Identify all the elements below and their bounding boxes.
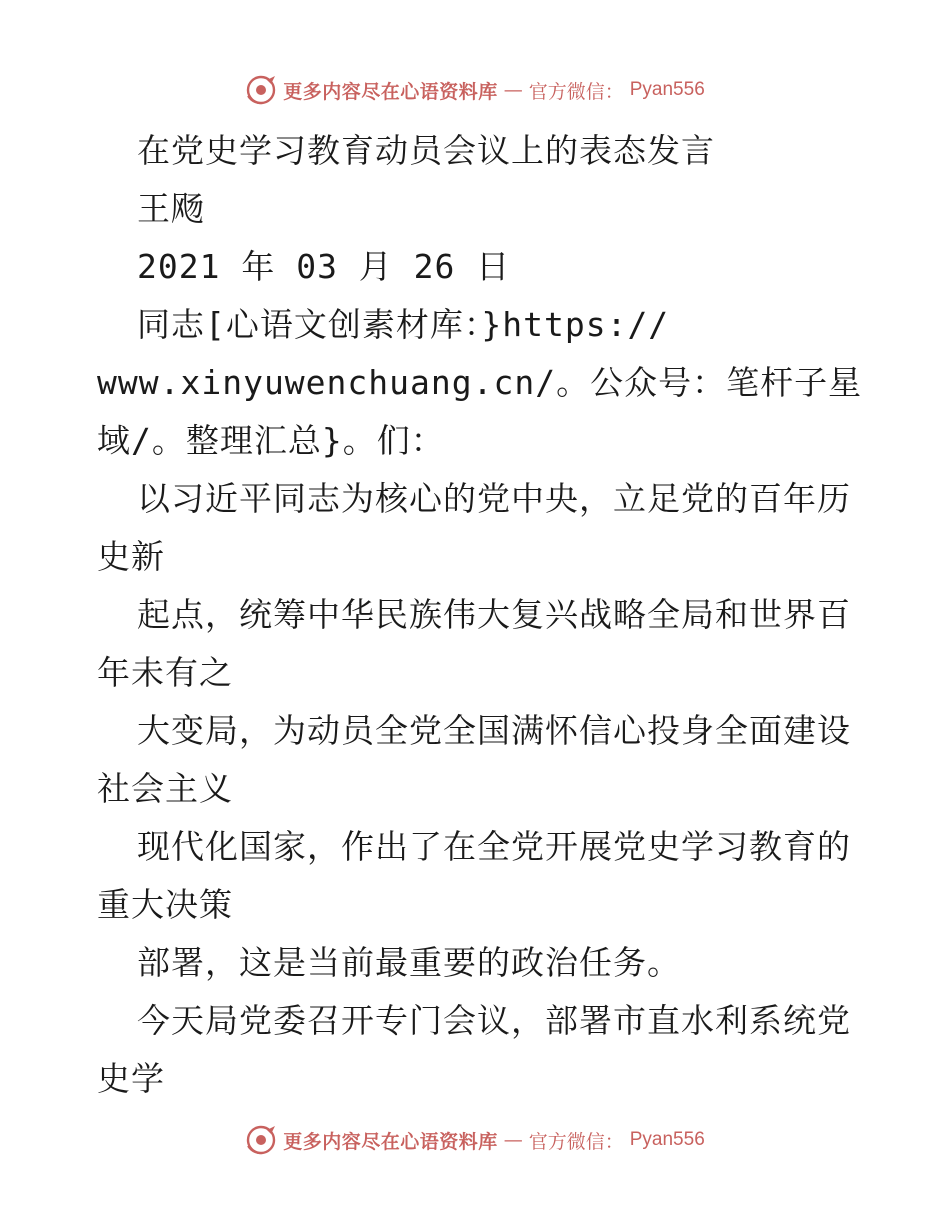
banner-wechat-label: 官方微信： xyxy=(528,80,624,103)
text-line: 同志[心语文创素材库：}https:// xyxy=(137,305,670,344)
document-author: 王飏 xyxy=(137,189,205,228)
banner-wechat-id: Pyan556 xyxy=(629,1129,705,1150)
text-line: 年未有之 xyxy=(97,653,233,692)
banner-brand-text: 更多内容尽在心语资料库 xyxy=(283,1130,498,1153)
text-line: 起点，统筹中华民族伟大复兴战略全局和世界百 xyxy=(137,595,851,634)
text-line: 史学 xyxy=(97,1059,165,1098)
pen-logo-icon xyxy=(245,74,277,106)
document-body xyxy=(97,122,863,1108)
header-banner xyxy=(0,70,950,110)
banner-brand-text: 更多内容尽在心语资料库 xyxy=(283,80,498,103)
text-line: 大变局，为动员全党全国满怀信心投身全面建设 xyxy=(137,711,851,750)
text-line: 现代化国家，作出了在全党开展党史学习教育的 xyxy=(137,827,851,866)
document-title: 在党史学习教育动员会议上的表态发言 xyxy=(137,131,715,170)
banner-separator: — xyxy=(503,1129,523,1151)
banner-wechat-label: 官方微信： xyxy=(528,1130,624,1153)
pen-logo-icon xyxy=(245,1124,277,1156)
document-date: 2021 年 03 月 26 日 xyxy=(137,247,511,286)
footer-banner xyxy=(0,1120,950,1160)
text-line: 今天局党委召开专门会议，部署市直水利系统党 xyxy=(137,1001,851,1040)
banner-wechat-id: Pyan556 xyxy=(629,79,705,100)
text-line: 社会主义 xyxy=(97,769,233,808)
text-line: 部署，这是当前最重要的政治任务。 xyxy=(137,943,681,982)
text-line: 史新 xyxy=(97,537,165,576)
text-line: 重大决策 xyxy=(97,885,233,924)
text-line: www.xinyuwenchuang.cn/。公众号：笔杆子星 xyxy=(97,363,863,402)
text-line: 以习近平同志为核心的党中央，立足党的百年历 xyxy=(137,479,851,518)
banner-separator: — xyxy=(503,79,523,101)
text-line: 域/。整理汇总}。们： xyxy=(97,421,445,460)
